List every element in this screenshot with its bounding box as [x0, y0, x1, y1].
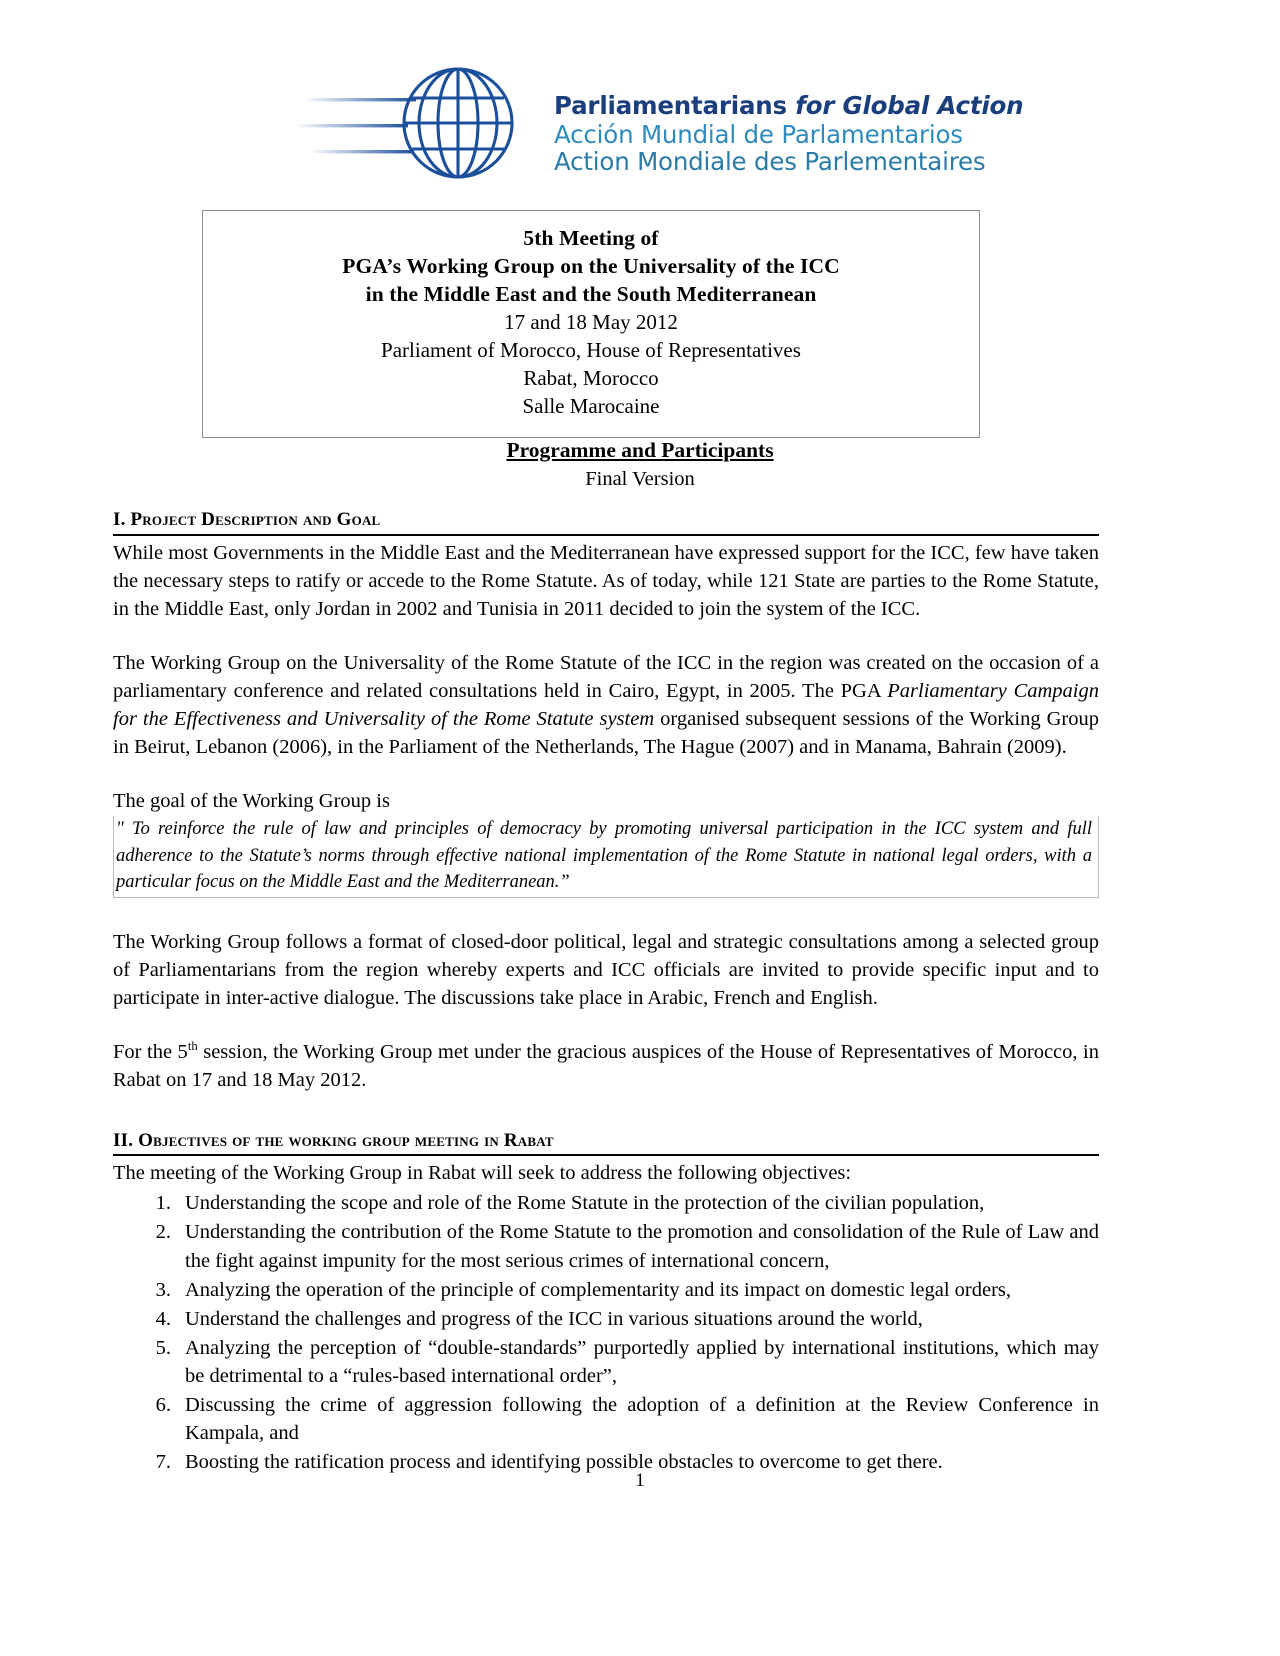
section-2-heading — [113, 1129, 1099, 1157]
goal-lead-in: The goal of the Working Group is — [113, 790, 390, 813]
goal-quote-box — [113, 816, 1099, 898]
section-1-number: I. — [113, 509, 126, 530]
list-item — [113, 1391, 1099, 1447]
logo-line-spanish: Acción Mundial de Parlamentarios — [554, 119, 963, 149]
title-venue: Parliament of Morocco, House of Representatives — [381, 337, 801, 362]
pga-logo — [296, 62, 1024, 184]
para-2-campaign-name: Parliamentary Campaign for the Effectiveness and Universality of the Rome Statute system — [113, 680, 1099, 731]
list-item-number: 6. — [155, 1393, 171, 1416]
programme-title: Programme and Participants — [506, 438, 774, 462]
programme-heading — [0, 437, 1280, 493]
logo-wordmark — [554, 91, 1024, 176]
title-date: 17 and 18 May 2012 — [504, 309, 678, 334]
globe-icon — [296, 62, 546, 184]
section-2-number: II. — [113, 1129, 134, 1151]
section-1-title: Project Description and Goal — [130, 509, 381, 530]
title-room: Salle Marocaine — [522, 393, 660, 418]
document-body — [113, 508, 1099, 1477]
meeting-title-box — [202, 210, 980, 438]
list-item — [113, 1305, 1099, 1333]
title-city: Rabat, Morocco — [523, 365, 659, 390]
title-line-3: in the Middle East and the South Mediterranean — [365, 281, 817, 306]
programme-subtitle: Final Version — [585, 467, 695, 490]
section-1-paragraph-2 — [113, 649, 1099, 761]
section-1-heading — [113, 508, 1099, 536]
list-item-number: 5. — [155, 1336, 171, 1359]
title-line-2: PGA’s Working Group on the Universality of the ICC — [342, 253, 840, 278]
list-item-text: Understanding the contribution of the Rome Statute to the promotion and consolidation of the Rule of Law and the fight against impunity for the most serious crimes of international concern, — [185, 1221, 1099, 1272]
list-item-number: 3. — [155, 1278, 171, 1301]
list-item-text: Discussing the crime of aggression following the adoption of a definition at the Review Conference in Kampala, and — [185, 1393, 1099, 1445]
list-item-text: Analyzing the operation of the principle of complementarity and its impact on domestic legal orders, — [185, 1278, 1012, 1301]
list-item-text: Analyzing the perception of “double-standards” purportedly applied by international institutions, which may be detrimental to a “rules-based international order”, — [185, 1336, 1099, 1387]
section-2-title: Objectives of the working group meeting in Rabat — [138, 1129, 554, 1151]
goal-quote-text: " To reinforce the rule of law and principles of democracy by promoting universal participation in the ICC system and full adherence to the Statute’s norms through effective national implementation of the Rome Statute in national legal orders, with a particular focus on the Middle East and the Mediterranean.” — [116, 819, 1092, 892]
list-item-text: Boosting the ratification process and identifying possible obstacles to overcome to get there. — [185, 1451, 943, 1474]
list-item-number: 2. — [155, 1221, 171, 1244]
section-1-paragraph-4 — [113, 1038, 1099, 1094]
list-item — [113, 1189, 1099, 1217]
objectives-list — [113, 1189, 1099, 1476]
list-item — [113, 1334, 1099, 1390]
ordinal-suffix: th — [187, 1039, 198, 1054]
list-item-number: 4. — [155, 1307, 171, 1330]
list-item-number: 7. — [155, 1451, 171, 1474]
list-item-text: Understand the challenges and progress of the ICC in various situations around the world, — [185, 1307, 923, 1330]
page-number: 1 — [635, 1470, 645, 1491]
logo-line-english: Parliamentarians for Global Action — [554, 91, 1024, 120]
logo-line-french: Action Mondiale des Parlementaires — [554, 147, 986, 176]
section-1-paragraph-1: While most Governments in the Middle East and the Mediterranean have expressed support for the ICC, few have taken the necessary steps to ratify or accede to the Rome Statute. As of today, while 121 State are parties to the Rome Statute, in the Middle East, only Jordan in 2002 and Tunisia in 2011 decided to join the system of the ICC. — [113, 541, 1099, 620]
para-2-part-b: organised subsequent sessions of the Working Group in Beirut, Lebanon (2006), in the Parliament of the Netherlands, The Hague (2007) and in Manama, Bahrain (2009). — [113, 708, 1099, 759]
masthead — [0, 62, 1280, 187]
title-line-1: 5th Meeting of — [523, 226, 659, 250]
para-2-part-a: The Working Group on the Universality of the Rome Statute of the ICC in the region was created on the occasion of a parliamentary conference and related consultations held in Cairo, Egypt, in 2005. The PGA — [113, 651, 1099, 703]
para-4-part-a: For the 5 — [113, 1041, 188, 1064]
list-item-text: Understanding the scope and role of the Rome Statute in the protection of the civilian population, — [185, 1192, 985, 1215]
list-item — [113, 1276, 1099, 1304]
section-1-paragraph-3: The Working Group follows a format of closed-door political, legal and strategic consultations among a selected group of Parliamentarians from the region whereby experts and ICC officials are invited to provide specific input and to participate in inter-active dialogue. The discussions take place in Arabic, French and English. — [113, 931, 1099, 1010]
para-4-part-b: session, the Working Group met under the gracious auspices of the House of Representatives of Morocco, in Rabat on 17 and 18 May 2012. — [113, 1041, 1099, 1092]
section-2-intro: The meeting of the Working Group in Rabat will seek to address the following objectives: — [113, 1162, 852, 1185]
list-item — [113, 1218, 1099, 1274]
list-item-number: 1. — [155, 1192, 171, 1215]
